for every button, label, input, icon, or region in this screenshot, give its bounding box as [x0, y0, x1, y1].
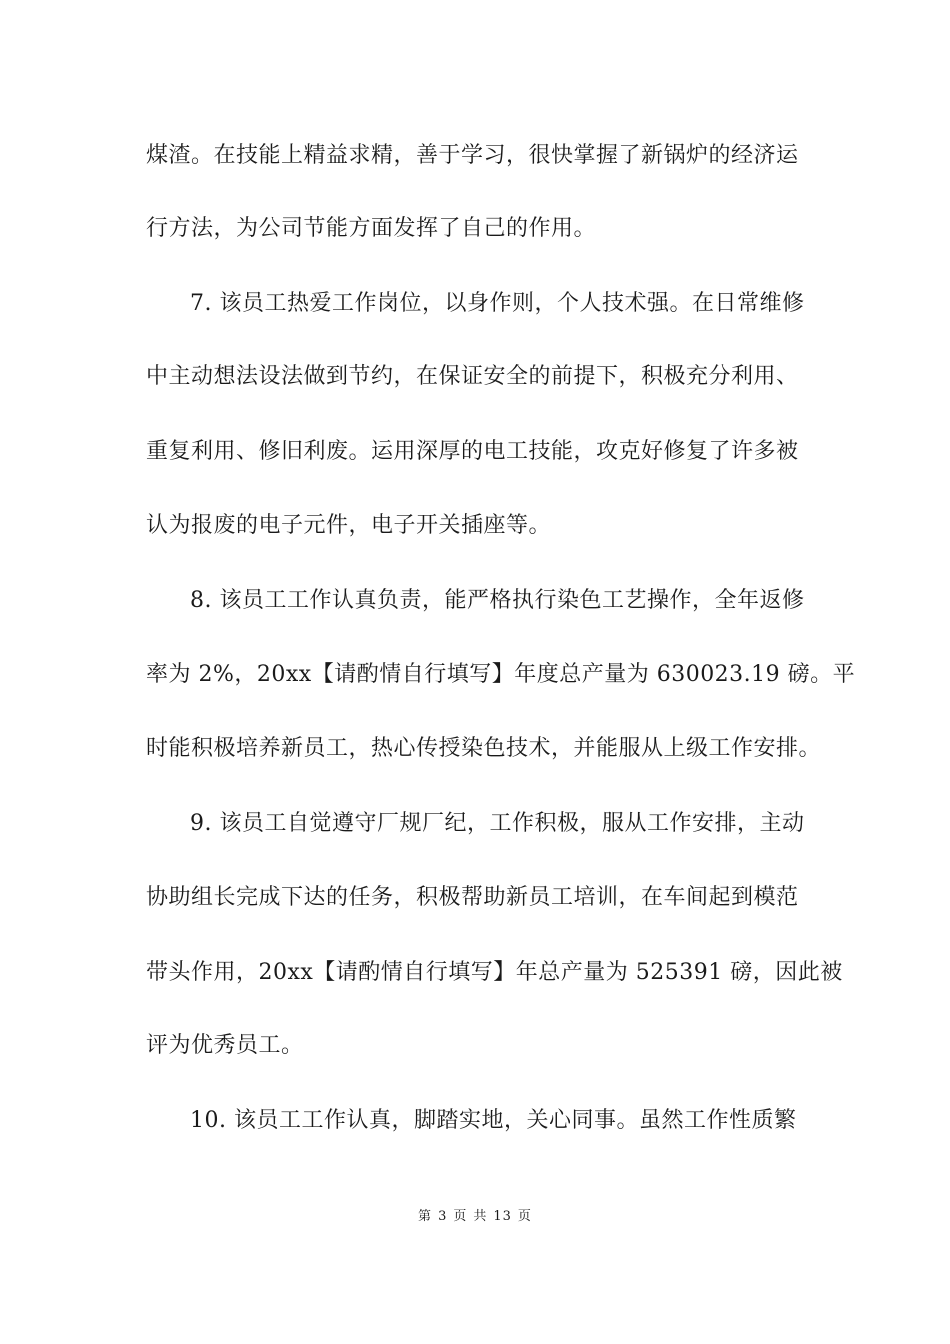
footer-suffix: 页 [517, 1209, 532, 1224]
text-line: 7. 该员工热爱工作岗位，以身作则，个人技术强。在日常维修 [190, 291, 805, 316]
text-line: 行方法，为公司节能方面发挥了自己的作用。 [146, 216, 597, 241]
text-line: 认为报废的电子元件，电子开关插座等。 [146, 513, 552, 538]
text-line: 评为优秀员工。 [146, 1033, 304, 1058]
footer-total-word: 共 [473, 1209, 488, 1224]
text-line: 率为 2%，20xx【请酌情自行填写】年度总产量为 630023.19 磅。平 [146, 662, 856, 687]
text-line: 煤渣。在技能上精益求精，善于学习，很快掌握了新锅炉的经济运 [146, 143, 799, 168]
text-line: 重复利用、修旧利废。运用深厚的电工技能，攻克好修复了许多被 [146, 439, 799, 464]
text-line: 带头作用，20xx【请酌情自行填写】年总产量为 525391 磅，因此被 [146, 960, 843, 985]
current-page-number: 3 [438, 1209, 448, 1224]
text-line: 9. 该员工自觉遵守厂规厂纪，工作积极，服从工作安排，主动 [190, 811, 805, 836]
page-footer [0, 1208, 950, 1226]
footer-prefix: 第 [418, 1209, 433, 1224]
footer-page-word: 页 [453, 1209, 468, 1224]
text-line: 中主动想法设法做到节约，在保证安全的前提下，积极充分利用、 [146, 364, 799, 389]
total-pages-number: 13 [493, 1209, 512, 1224]
text-line: 10. 该员工工作认真，脚踏实地，关心同事。虽然工作性质繁 [190, 1108, 797, 1133]
text-line: 协助组长完成下达的任务，积极帮助新员工培训，在车间起到模范 [146, 885, 799, 910]
text-line: 8. 该员工工作认真负责，能严格执行染色工艺操作，全年返修 [190, 588, 805, 613]
text-line: 时能积极培养新员工，热心传授染色技术，并能服从上级工作安排。 [146, 736, 822, 761]
